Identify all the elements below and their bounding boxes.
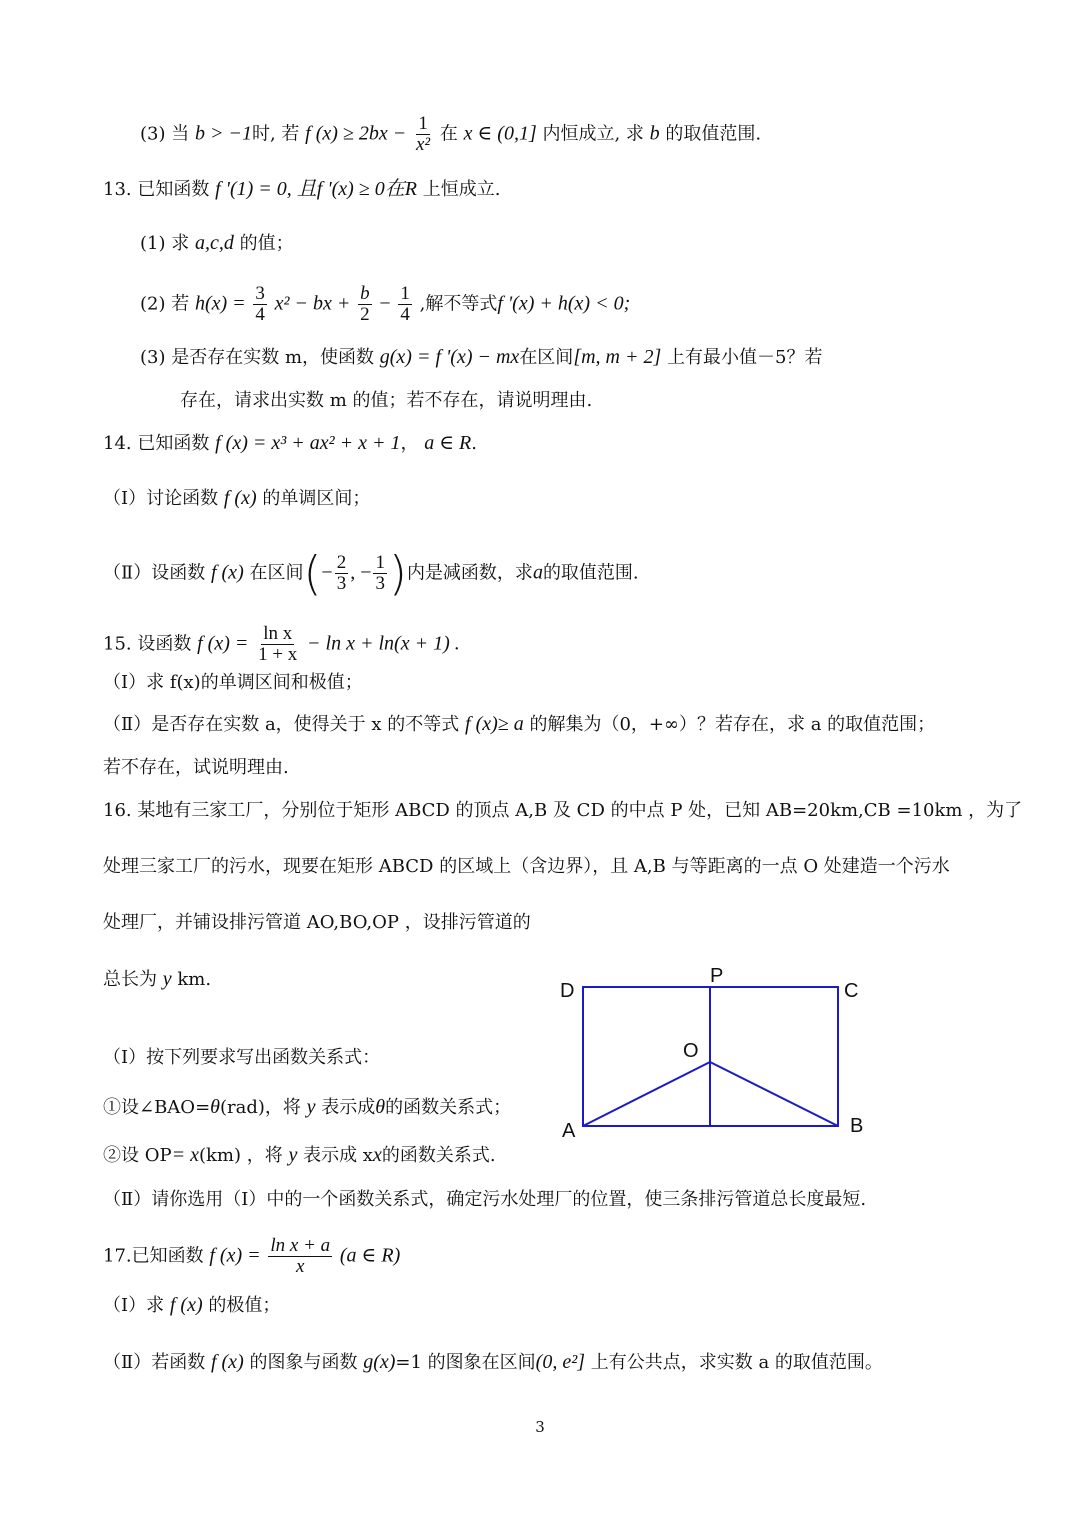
q16-line4: 总长为 y km. [103, 968, 212, 990]
label-o: O [683, 1040, 699, 1062]
q15-part1: （Ⅰ）求 f(x)的单调区间和极值； [103, 672, 363, 693]
q13-part3-line2: 存在，请求出实数 m 的值；若不存在，请说明理由. [180, 390, 593, 411]
q16-line2: 处理三家工厂的污水，现要在矩形 ABCD 的区域上（含边界），且 A,B 与等距离的一点 O 处建造一个污水 [103, 856, 950, 877]
rectangle-abcd-diagram [558, 962, 878, 1142]
label-p: P [710, 965, 724, 987]
q13-part3: (3) 是否存在实数 m，使函数 g(x) = f '(x) − mx在区间[m, m + 2] 上有最小值－5？若 [140, 346, 823, 368]
q16-line3: 处理厂，并铺设排污管道 AO,BO,OP ，设排污管道的 [103, 912, 531, 933]
segment-bo [710, 1062, 838, 1126]
q14-stem: 14. 已知函数 f (x) = x³ + ax² + x + 1， a ∈ R. [103, 432, 477, 454]
q16-line1: 16. 某地有三家工厂，分别位于矩形 ABCD 的顶点 A,B 及 CD 的中点 P 处，已知 AB=20km,CB =10km ，为了 [103, 800, 1023, 821]
page-number: 3 [535, 1418, 545, 1436]
q17-part1: （Ⅰ）求 f (x) 的极值； [103, 1294, 281, 1316]
q13-stem: 13. 已知函数 f '(1) = 0, 且f '(x) ≥ 0在R 上恒成立. [103, 178, 501, 200]
q15-part2-line2: 若不存在，试说明理由. [103, 757, 289, 778]
q15-stem: 15. 设函数 f (x) = $\frac{\text{ln x}}{1 + x}$ − ln x + ln(x + 1) . [103, 623, 460, 665]
q13-part1: (1) 求 a,c,d 的值； [140, 232, 294, 254]
q14-part2: （Ⅱ）设函数 f (x) 在区间(− $\frac{2}{3}$ , − $\frac{1}{3}$ )内是减函数，求a的取值范围. [103, 546, 639, 601]
fraction: $\frac{1}{\text{x²}}$ [416, 113, 431, 155]
q15-part2: （Ⅱ）是否存在实数 a，使得关于 x 的不等式 f (x)≥ a 的解集为（0，+∞）？若存在，求 a 的取值范围； [103, 713, 936, 735]
q17-stem: 17.已知函数 f (x) = $\frac{\text{ln x + a}}{x}$ (a ∈ R) [103, 1235, 401, 1277]
label-a: A [562, 1120, 576, 1142]
q16-sub2: ②设 OP= x(km) ，将 y 表示成 xx的函数关系式. [103, 1144, 496, 1166]
q12-part3: (3) 当 b > −1时, 若 f (x) ≥ 2bx − $\frac{1}{\text{x²}}$ 在 x ∈ (0,1] 内恒成立, 求 b 的取值范围. [140, 113, 762, 155]
label-c: C [844, 980, 859, 1002]
label-d: D [560, 980, 575, 1002]
q16-part2: （Ⅱ）请你选用（Ⅰ）中的一个函数关系式，确定污水处理厂的位置，使三条排污管道总长度最短. [103, 1189, 867, 1210]
q17-part2: （Ⅱ）若函数 f (x) 的图象与函数 g(x)=1 的图象在区间(0, e²] 上有公共点，求实数 a 的取值范围。 [103, 1351, 883, 1373]
q14-part1: （Ⅰ）讨论函数 f (x) 的单调区间； [103, 487, 371, 509]
q13-part2: (2) 若 h(x) = $\frac{3}{4}$ x² − bx + $\frac{b}{2}$ − $\frac{1}{4}$ ,解不等式f '(x) + h(x) < 0; [140, 283, 631, 325]
q16-part1: （Ⅰ）按下列要求写出函数关系式： [103, 1047, 381, 1068]
label-b: B [850, 1115, 864, 1137]
q16-sub1: ①设∠BAO=θ(rad)，将 y 表示成θ的函数关系式； [103, 1096, 512, 1118]
segment-ao [583, 1062, 710, 1126]
